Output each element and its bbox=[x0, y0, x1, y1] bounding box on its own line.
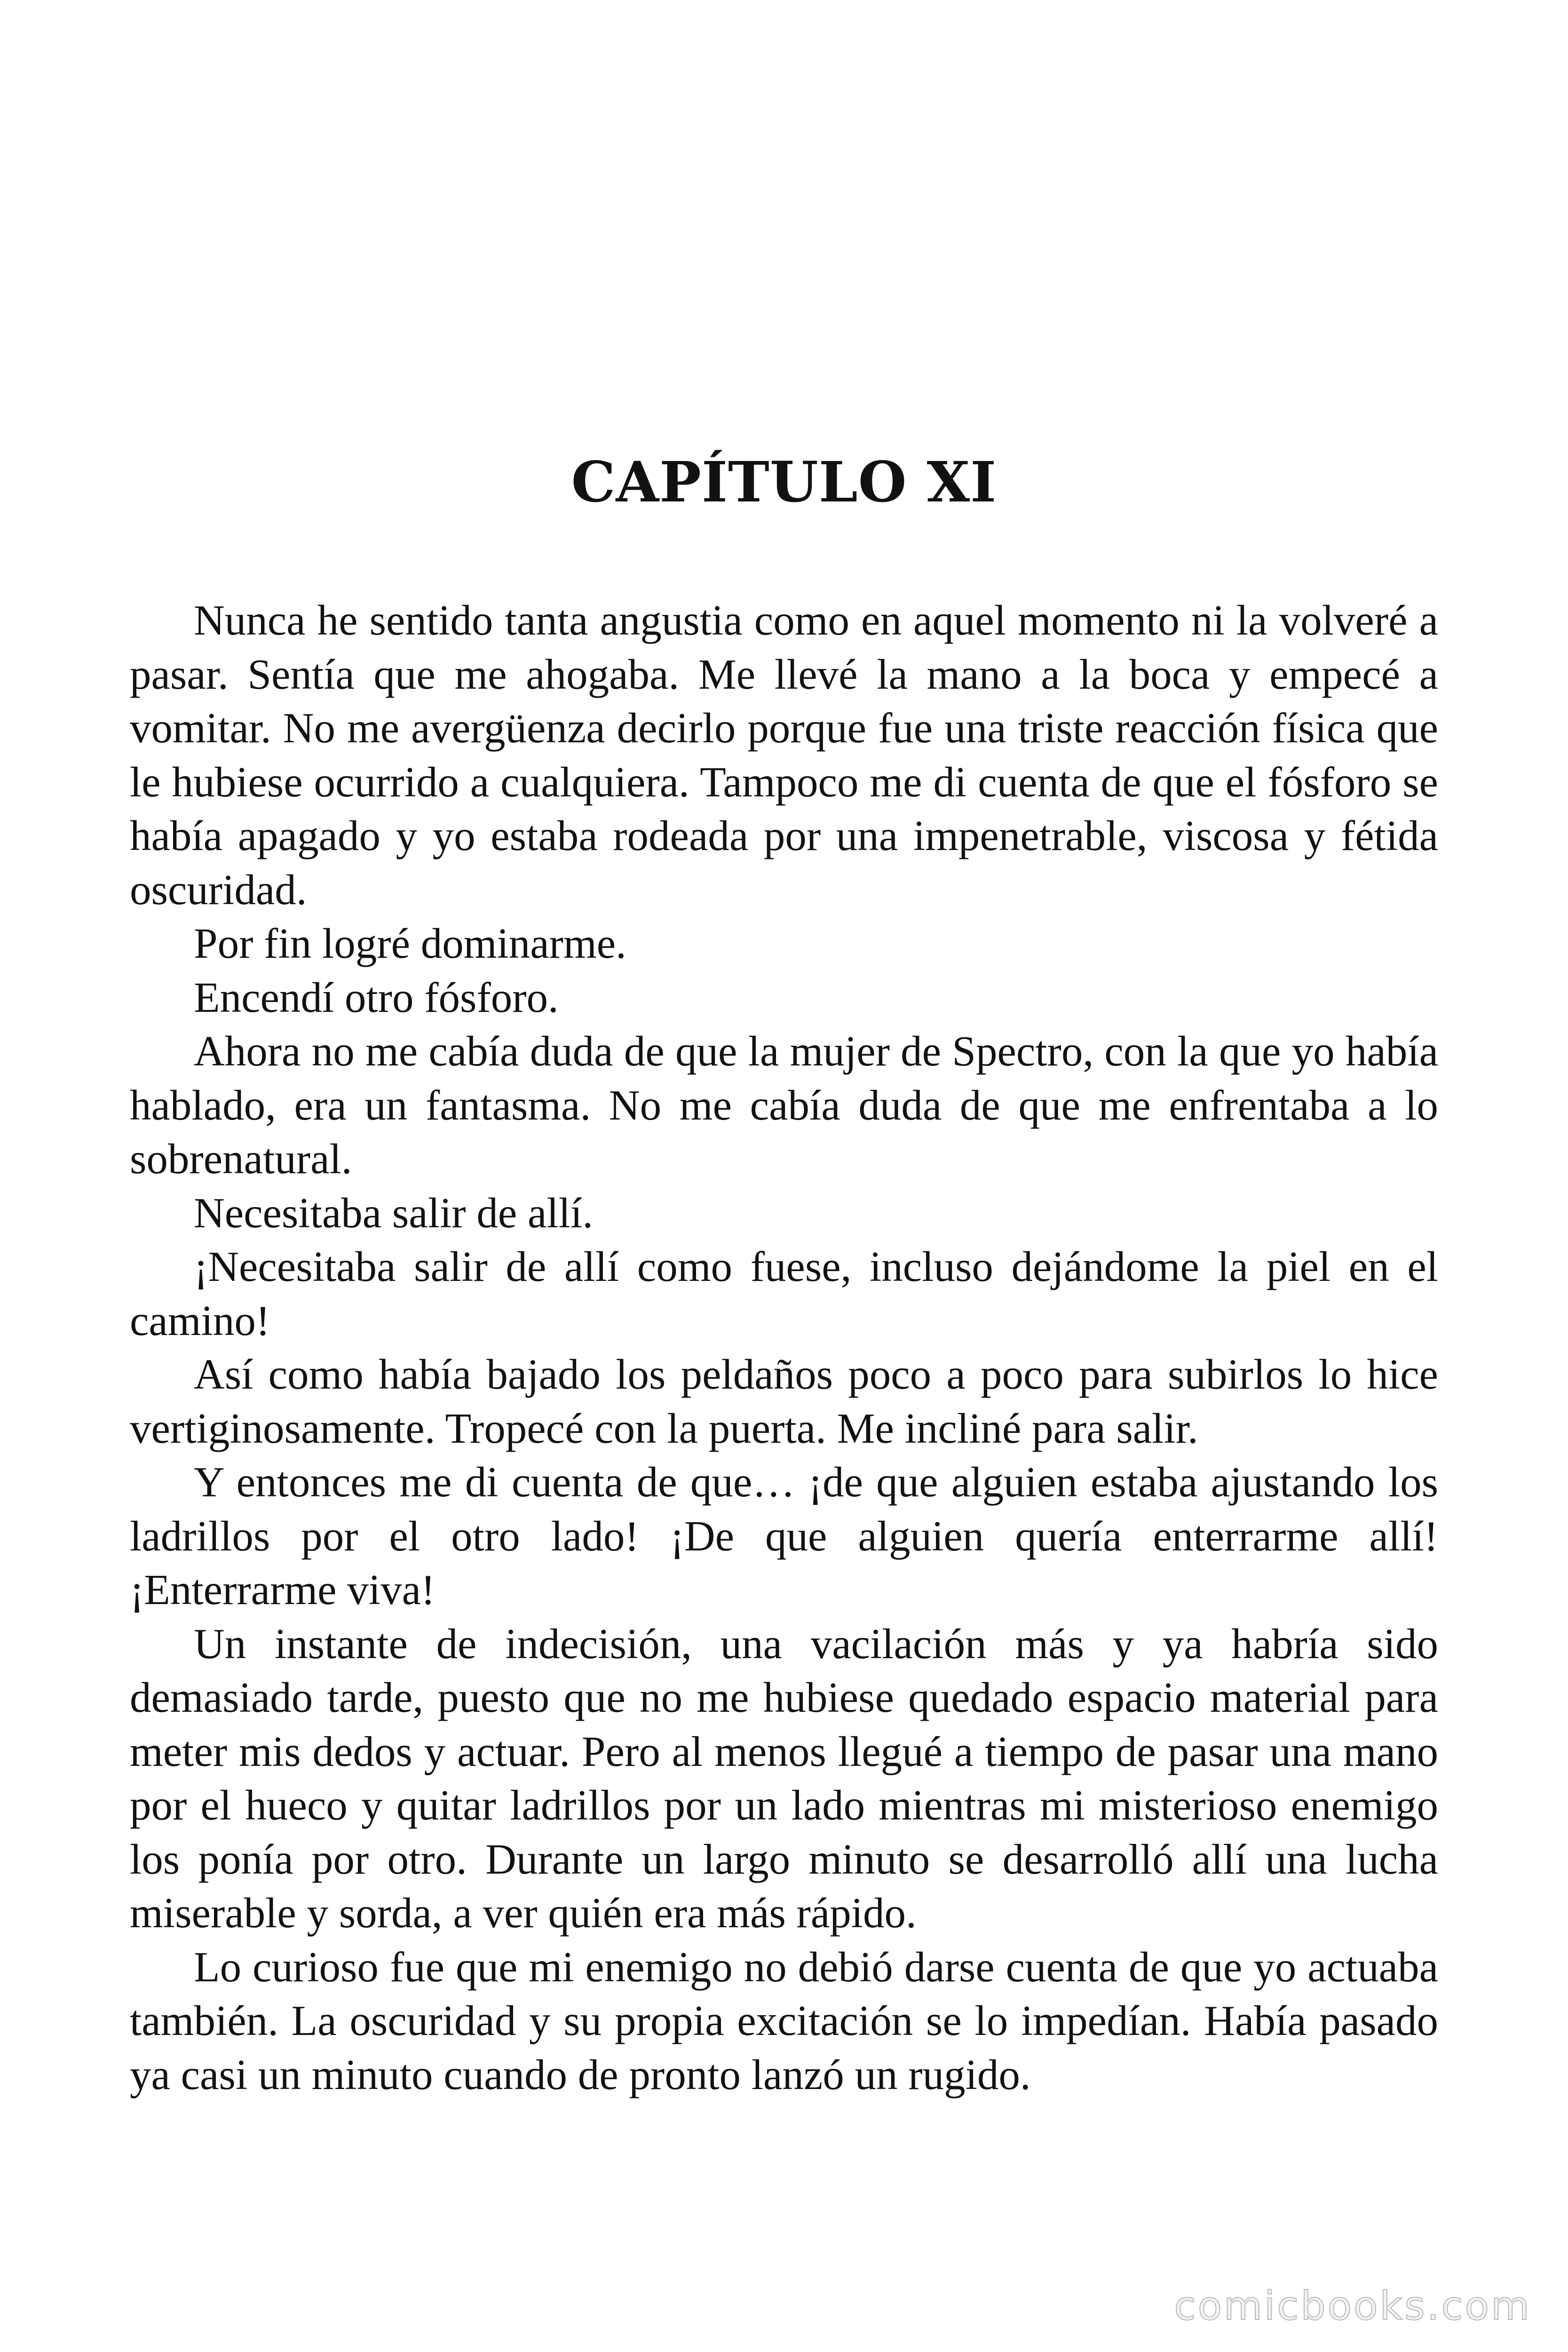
paragraph: Un instante de indecisión, una vacilación más y ya habría sido demasiado tarde, puesto que no me hubiese quedado espacio material para meter mis dedos y actuar. Pero al menos llegué a tiempo de pasar una mano por el hueco y quitar ladrillos por un lado mientras mi misterioso enemigo los ponía por otro. Durante un largo minuto se desarrolló allí una lucha miserable y sorda, a ver quién era más rápido. bbox=[130, 1620, 1438, 1937]
watermark: comicbooks.com bbox=[1174, 2283, 1531, 2329]
paragraph: Por fin logré dominarme. bbox=[194, 920, 626, 967]
paragraph: Así como había bajado los peldaños poco a poco para subirlos lo hice vertiginosamente. Tropecé con la puerta. Me incliné para salir. bbox=[130, 1351, 1438, 1452]
paragraph: Lo curioso fue que mi enemigo no debió darse cuenta de que yo actuaba también. La oscuridad y su propia excitación se lo impedían. Había pasado ya casi un minuto cuando de pronto lanzó un rugido. bbox=[130, 1943, 1438, 2098]
chapter-title: CAPÍTULO XI bbox=[571, 449, 997, 515]
paragraph: Necesitaba salir de allí. bbox=[194, 1189, 593, 1237]
paragraph: Encendí otro fósforo. bbox=[194, 973, 559, 1021]
paragraph: Ahora no me cabía duda de que la mujer de Spectro, con la que yo había hablado, era un fantasma. No me cabía duda de que me enfrentaba a lo sobrenatural. bbox=[130, 1027, 1438, 1183]
paragraph: ¡Necesitaba salir de allí como fuese, incluso dejándome la piel en el camino! bbox=[130, 1243, 1438, 1344]
paragraph: Y entonces me di cuenta de que… ¡de que alguien estaba ajustando los ladrillos por el otro lado! ¡De que alguien quería enterrarme allí! ¡Enterrarme viva! bbox=[130, 1458, 1438, 1613]
chapter-body bbox=[130, 594, 1438, 2102]
paragraph: Nunca he sentido tanta angustia como en aquel momento ni la volveré a pasar. Sentía que me ahogaba. Me llevé la mano a la boca y empecé a vomitar. No me avergüenza decirlo porque fue una triste reacción física que le hubiese ocurrido a cualquiera. Tampoco me di cuenta de que el fósforo se había apagado y yo estaba rodeada por una impenetrable, viscosa y fétida oscuridad. bbox=[130, 596, 1438, 914]
